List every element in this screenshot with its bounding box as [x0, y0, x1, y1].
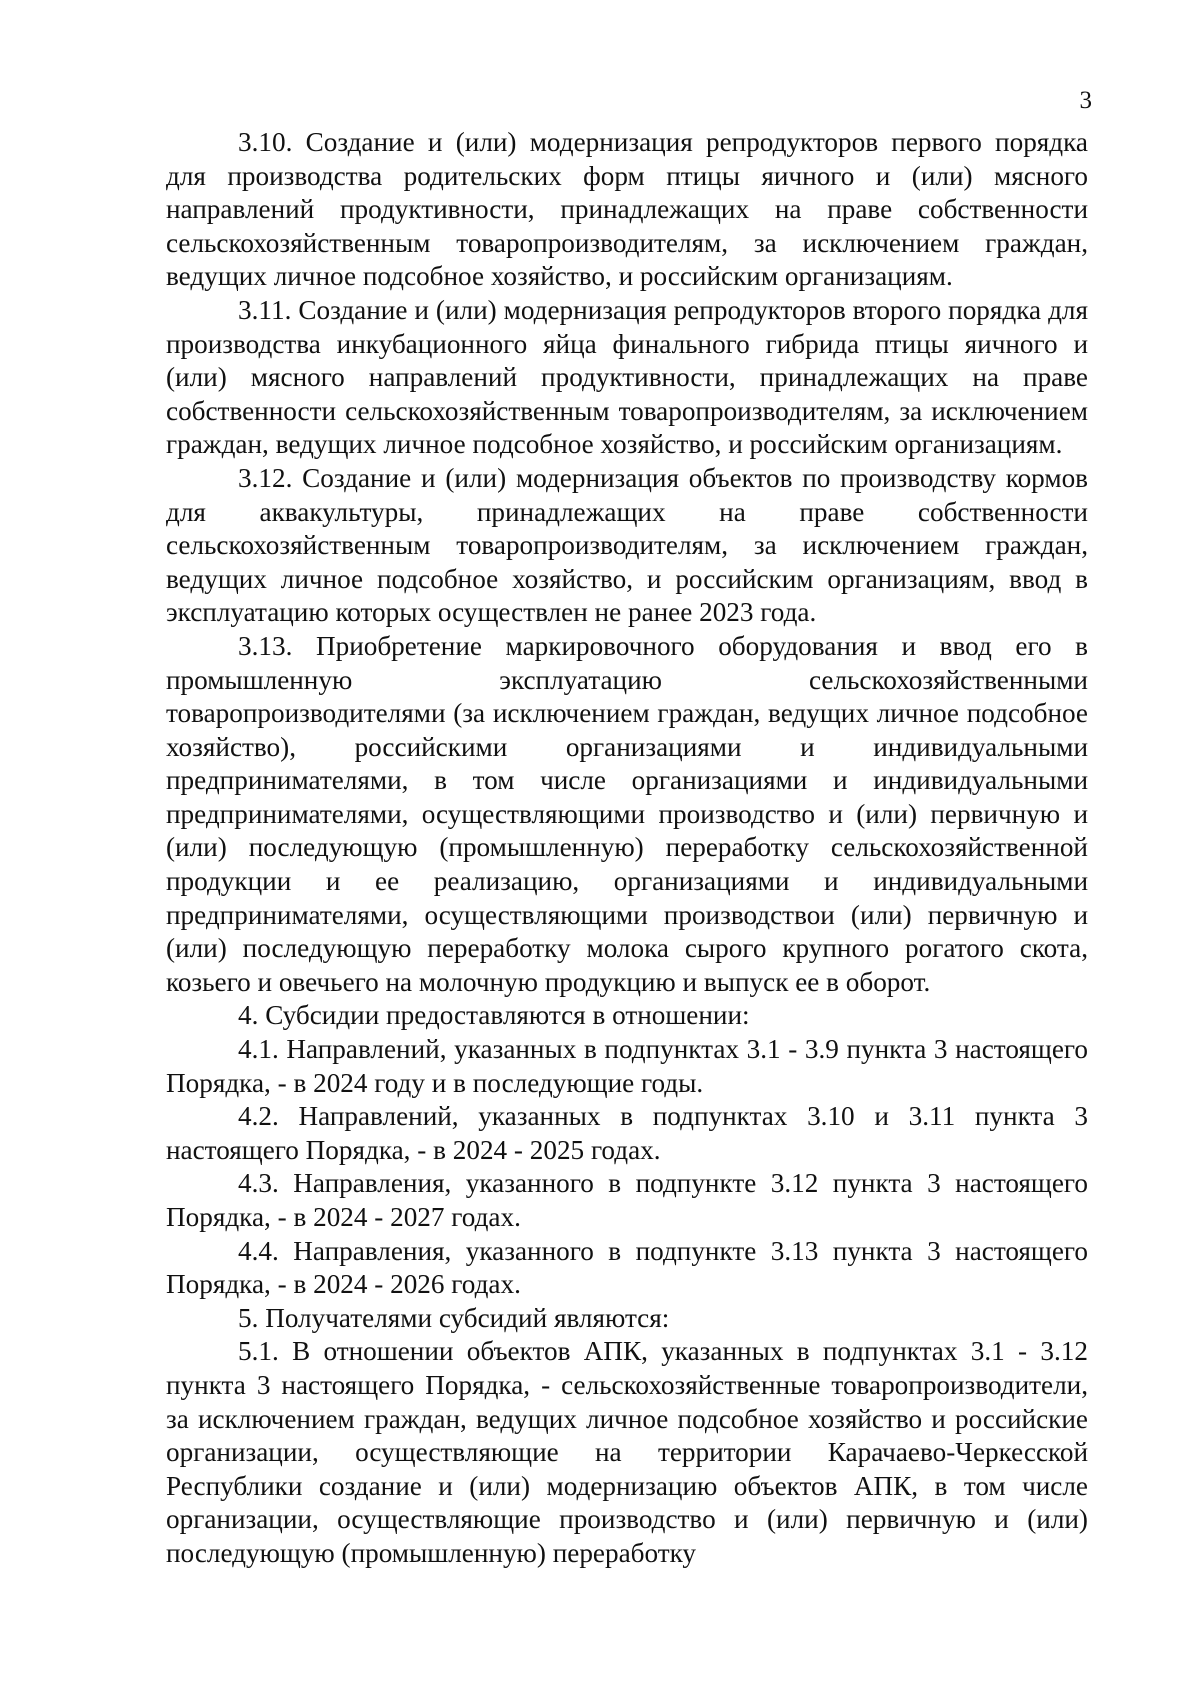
paragraph-4: 4. Субсидии предоставляются в отношении:	[238, 1000, 750, 1031]
paragraph-5-1: 5.1. В отношении объектов АПК, указанных в подпунктах 3.1 - 3.12 пункта 3 настоящего Порядка, - сельскохозяйственные товаропроизводители, за исключением граждан, ведущих личное подсобное хозяйство и российские организации, осуществляющие на территории Карачаево-Черкесской Республики создание и (или) модернизацию объектов АПК, в том числе организации, осуществляющие производство и (или) первичную и (или) последующую (промышленную) переработку	[166, 1336, 1088, 1568]
document-body	[166, 126, 1088, 1571]
paragraph-3-10: 3.10. Создание и (или) модернизация репродукторов первого порядка для производства родительских форм птицы яичного и (или) мясного направлений продуктивности, принадлежащих на праве собственности сельскохозяйственным товаропроизводителям, за исключением граждан, ведущих личное подсобное хозяйство, и российским организациям.	[166, 127, 1088, 292]
paragraph-4-1: 4.1. Направлений, указанных в подпунктах 3.1 - 3.9 пункта 3 настоящего Порядка, - в 2024 году и в последующие годы.	[166, 1034, 1088, 1098]
paragraph-4-2: 4.2. Направлений, указанных в подпунктах 3.10 и 3.11 пункта 3 настоящего Порядка, - в 2024 - 2025 годах.	[166, 1101, 1088, 1165]
paragraph-3-12: 3.12. Создание и (или) модернизация объектов по производству кормов для аквакультуры, принадлежащих на праве собственности сельскохозяйственным товаропроизводителям, за исключением граждан, ведущих личное подсобное хозяйство, и российским организациям, ввод в эксплуатацию которых осуществлен не ранее 2023 года.	[166, 462, 1088, 628]
paragraph-3-11: 3.11. Создание и (или) модернизация репродукторов второго порядка для производства инкубационного яйца финального гибрида птицы яичного и (или) мясного направлений продуктивности, принадлежащих на праве собственности сельскохозяйственным товаропроизводителям, за исключением граждан, ведущих личное подсобное хозяйство, и российским организациям.	[166, 294, 1088, 460]
paragraph-3-13: 3.13. Приобретение маркировочного оборудования и ввод его в промышленную эксплуатацию сельскохозяйственными товаропроизводителями (за исключением граждан, ведущих личное подсобное хозяйство), российскими организациями и индивидуальными предпринимателями, в том числе организациями и индивидуальными предпринимателями, осуществляющими производство и (или) первичную и (или) последующую (промышленную) переработку сельскохозяйственной продукции и ее реализацию, организациями и индивидуальными предпринимателями, осуществляющими производствои (или) первичную и (или) последующую переработку молока сырого крупного рогатого скота, козьего и овечьего на молочную продукцию и выпуск ее в оборот.	[166, 630, 1088, 997]
paragraph-5: 5. Получателями субсидий являются:	[238, 1302, 670, 1333]
page-number: 3	[1079, 87, 1092, 114]
paragraph-4-4: 4.4. Направления, указанного в подпункте 3.13 пункта 3 настоящего Порядка, - в 2024 - 2026 годах.	[166, 1235, 1088, 1300]
paragraph-4-3: 4.3. Направления, указанного в подпункте 3.12 пункта 3 настоящего Порядка, - в 2024 - 2027 годах.	[166, 1168, 1088, 1232]
